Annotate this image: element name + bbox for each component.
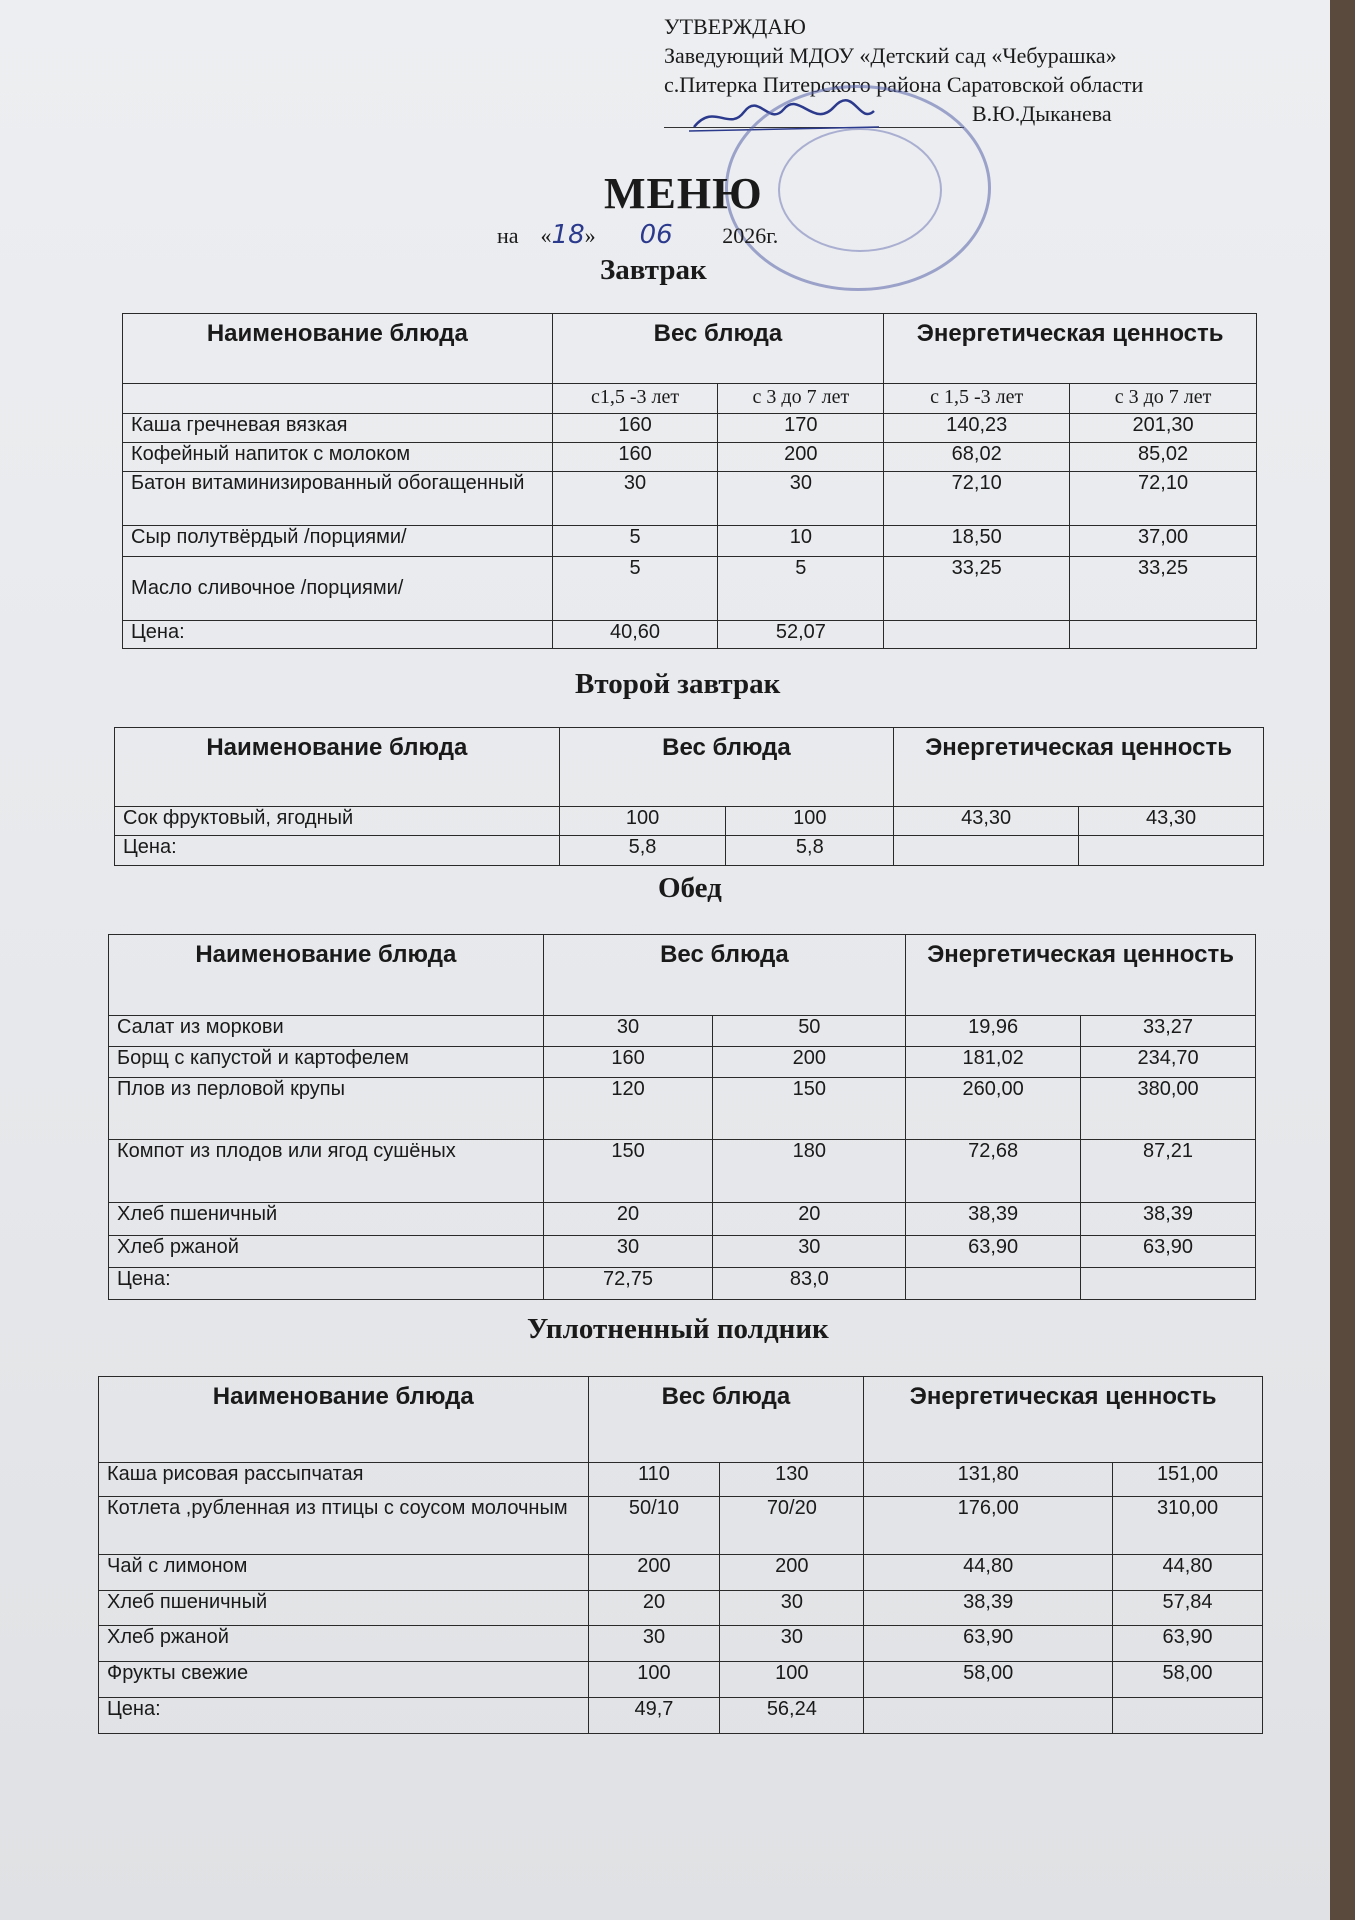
price-age2: 52,07 <box>718 621 884 649</box>
price-age2: 5,8 <box>726 836 894 866</box>
price-row <box>99 1698 1263 1734</box>
table-row <box>99 1497 1263 1555</box>
weight-age1: 30 <box>543 1016 713 1047</box>
column-header-energy: Энергетическая ценность <box>884 314 1257 384</box>
official-stamp <box>725 85 991 291</box>
energy-age1: 176,00 <box>864 1497 1113 1555</box>
price-age1: 5,8 <box>559 836 726 866</box>
column-header-weight: Вес блюда <box>552 314 884 384</box>
energy-age1: 140,23 <box>884 414 1070 443</box>
empty-cell <box>894 836 1079 866</box>
dish-name: Каша гречневая вязкая <box>123 414 553 443</box>
menu-date <box>497 220 778 250</box>
table-row <box>109 1140 1256 1203</box>
price-age2: 56,24 <box>720 1698 864 1734</box>
weight-age2: 130 <box>720 1463 864 1497</box>
energy-age2: 38,39 <box>1081 1203 1256 1236</box>
weight-age1: 150 <box>543 1140 713 1203</box>
section-title-afternoon-snack: Уплотненный полдник <box>527 1313 829 1345</box>
afternoon-snack-table <box>98 1376 1263 1734</box>
dish-name: Борщ с капустой и картофелем <box>109 1047 544 1078</box>
price-row <box>115 836 1264 866</box>
energy-age2: 33,25 <box>1070 557 1257 621</box>
approve-label: УТВЕРЖДАЮ <box>664 14 806 39</box>
energy-age1: 18,50 <box>884 526 1070 557</box>
table-row <box>115 807 1264 836</box>
weight-age2: 30 <box>718 472 884 526</box>
dish-name: Хлеб ржаной <box>109 1236 544 1268</box>
table-row <box>109 1203 1256 1236</box>
dish-name: Масло сливочное /порциями/ <box>123 557 553 621</box>
table-row <box>99 1626 1263 1662</box>
energy-age1: 58,00 <box>864 1662 1113 1698</box>
table-row <box>109 1016 1256 1047</box>
empty-cell <box>884 621 1070 649</box>
weight-age1: 100 <box>559 807 726 836</box>
breakfast-table <box>122 313 1257 649</box>
dish-name: Котлета ,рубленная из птицы с соусом молочным <box>99 1497 589 1555</box>
subheader-energy-age2: с 3 до 7 лет <box>1070 384 1257 414</box>
energy-age1: 131,80 <box>864 1463 1113 1497</box>
weight-age2: 30 <box>713 1236 906 1268</box>
weight-age1: 5 <box>552 557 718 621</box>
weight-age2: 180 <box>713 1140 906 1203</box>
empty-cell <box>864 1698 1113 1734</box>
energy-age2: 33,27 <box>1081 1016 1256 1047</box>
energy-age2: 310,00 <box>1113 1497 1263 1555</box>
date-close-quote: » <box>584 223 596 248</box>
subheader-weight-age2: с 3 до 7 лет <box>718 384 884 414</box>
weight-age1: 5 <box>552 526 718 557</box>
table-row <box>99 1662 1263 1698</box>
date-day: 18 <box>551 220 585 250</box>
column-header-weight: Вес блюда <box>559 728 894 807</box>
energy-age2: 201,30 <box>1070 414 1257 443</box>
price-label: Цена: <box>99 1698 589 1734</box>
energy-age2: 234,70 <box>1081 1047 1256 1078</box>
weight-age1: 50/10 <box>588 1497 720 1555</box>
dish-name: Сок фруктовый, ягодный <box>115 807 560 836</box>
dish-name: Фрукты свежие <box>99 1662 589 1698</box>
energy-age2: 380,00 <box>1081 1078 1256 1140</box>
weight-age1: 30 <box>543 1236 713 1268</box>
table-row <box>123 414 1257 443</box>
lunch-table <box>108 934 1256 1300</box>
energy-age2: 44,80 <box>1113 1555 1263 1591</box>
weight-age1: 200 <box>588 1555 720 1591</box>
price-label: Цена: <box>109 1268 544 1300</box>
empty-cell <box>1070 621 1257 649</box>
weight-age1: 100 <box>588 1662 720 1698</box>
date-month: 06 <box>639 220 673 250</box>
energy-age2: 151,00 <box>1113 1463 1263 1497</box>
dish-name: Компот из плодов или ягод сушёных <box>109 1140 544 1203</box>
subheader-weight-age1: с1,5 -3 лет <box>552 384 718 414</box>
weight-age2: 30 <box>720 1626 864 1662</box>
energy-age1: 33,25 <box>884 557 1070 621</box>
table-row <box>123 526 1257 557</box>
table-row <box>99 1555 1263 1591</box>
weight-age1: 160 <box>543 1047 713 1078</box>
energy-age1: 72,10 <box>884 472 1070 526</box>
weight-age1: 20 <box>588 1591 720 1626</box>
energy-age1: 43,30 <box>894 807 1079 836</box>
section-title-lunch: Обед <box>658 872 722 904</box>
column-header-energy: Энергетическая ценность <box>906 935 1256 1016</box>
weight-age2: 200 <box>713 1047 906 1078</box>
weight-age1: 160 <box>552 443 718 472</box>
price-label: Цена: <box>115 836 560 866</box>
energy-age2: 85,02 <box>1070 443 1257 472</box>
price-row <box>123 621 1257 649</box>
price-age1: 49,7 <box>588 1698 720 1734</box>
section-title-breakfast: Завтрак <box>600 254 707 286</box>
dish-name: Каша рисовая рассыпчатая <box>99 1463 589 1497</box>
table-row <box>99 1463 1263 1497</box>
empty-cell <box>1113 1698 1263 1734</box>
column-header-energy: Энергетическая ценность <box>864 1377 1263 1463</box>
column-header-name: Наименование блюда <box>115 728 560 807</box>
energy-age1: 72,68 <box>906 1140 1081 1203</box>
table-row <box>109 1047 1256 1078</box>
weight-age2: 30 <box>720 1591 864 1626</box>
table-row <box>99 1591 1263 1626</box>
weight-age2: 70/20 <box>720 1497 864 1555</box>
weight-age2: 50 <box>713 1016 906 1047</box>
energy-age2: 63,90 <box>1081 1236 1256 1268</box>
date-prefix: на <box>497 223 519 248</box>
empty-cell <box>1079 836 1264 866</box>
weight-age1: 160 <box>552 414 718 443</box>
price-row <box>109 1268 1256 1300</box>
weight-age2: 200 <box>718 443 884 472</box>
column-header-name: Наименование блюда <box>109 935 544 1016</box>
dish-name: Хлеб ржаной <box>99 1626 589 1662</box>
table-row <box>123 557 1257 621</box>
empty-cell <box>906 1268 1081 1300</box>
table-row <box>123 472 1257 526</box>
second-breakfast-table <box>114 727 1264 866</box>
column-header-name: Наименование блюда <box>99 1377 589 1463</box>
energy-age1: 63,90 <box>906 1236 1081 1268</box>
dish-name: Хлеб пшеничный <box>109 1203 544 1236</box>
energy-age1: 260,00 <box>906 1078 1081 1140</box>
weight-age1: 110 <box>588 1463 720 1497</box>
date-year: 2026г. <box>722 223 779 248</box>
empty-cell <box>1081 1268 1256 1300</box>
energy-age2: 43,30 <box>1079 807 1264 836</box>
energy-age1: 44,80 <box>864 1555 1113 1591</box>
approver-location: с.Питерка Питерского района Саратовской области <box>664 72 1144 97</box>
dish-name: Чай с лимоном <box>99 1555 589 1591</box>
dish-name: Салат из моркови <box>109 1016 544 1047</box>
energy-age2: 63,90 <box>1113 1626 1263 1662</box>
dish-name: Батон витаминизированный обогащенный <box>123 472 553 526</box>
page-title: МЕНЮ <box>604 169 763 218</box>
weight-age2: 170 <box>718 414 884 443</box>
energy-age2: 57,84 <box>1113 1591 1263 1626</box>
energy-age1: 19,96 <box>906 1016 1081 1047</box>
subheader-energy-age1: с 1,5 -3 лет <box>884 384 1070 414</box>
weight-age1: 120 <box>543 1078 713 1140</box>
weight-age2: 20 <box>713 1203 906 1236</box>
dish-name: Плов из перловой крупы <box>109 1078 544 1140</box>
column-header-energy: Энергетическая ценность <box>894 728 1264 807</box>
date-open-quote: « <box>540 223 552 248</box>
price-age1: 72,75 <box>543 1268 713 1300</box>
weight-age2: 200 <box>720 1555 864 1591</box>
weight-age2: 100 <box>726 807 894 836</box>
signer-name: В.Ю.Дыканева <box>972 101 1112 126</box>
energy-age1: 38,39 <box>864 1591 1113 1626</box>
dish-name: Сыр полутвёрдый /порциями/ <box>123 526 553 557</box>
column-header-name: Наименование блюда <box>123 314 553 384</box>
energy-age2: 37,00 <box>1070 526 1257 557</box>
section-title-second-breakfast: Второй завтрак <box>575 668 781 700</box>
table-row <box>109 1078 1256 1140</box>
energy-age1: 181,02 <box>906 1047 1081 1078</box>
stamp-inner-ring <box>778 128 942 252</box>
weight-age2: 10 <box>718 526 884 557</box>
energy-age1: 63,90 <box>864 1626 1113 1662</box>
energy-age1: 68,02 <box>884 443 1070 472</box>
weight-age2: 5 <box>718 557 884 621</box>
table-row <box>109 1236 1256 1268</box>
energy-age2: 58,00 <box>1113 1662 1263 1698</box>
weight-age1: 30 <box>552 472 718 526</box>
dish-name: Кофейный напиток с молоком <box>123 443 553 472</box>
weight-age2: 100 <box>720 1662 864 1698</box>
weight-age2: 150 <box>713 1078 906 1140</box>
weight-age1: 20 <box>543 1203 713 1236</box>
column-header-weight: Вес блюда <box>588 1377 864 1463</box>
approver-position: Заведующий МДОУ «Детский сад «Чебурашка» <box>664 43 1117 68</box>
energy-age2: 72,10 <box>1070 472 1257 526</box>
energy-age1: 38,39 <box>906 1203 1081 1236</box>
subheader-empty <box>123 384 553 414</box>
energy-age2: 87,21 <box>1081 1140 1256 1203</box>
price-age1: 40,60 <box>552 621 718 649</box>
column-header-weight: Вес блюда <box>543 935 906 1016</box>
price-age2: 83,0 <box>713 1268 906 1300</box>
dish-name: Хлеб пшеничный <box>99 1591 589 1626</box>
weight-age1: 30 <box>588 1626 720 1662</box>
price-label: Цена: <box>123 621 553 649</box>
table-row <box>123 443 1257 472</box>
